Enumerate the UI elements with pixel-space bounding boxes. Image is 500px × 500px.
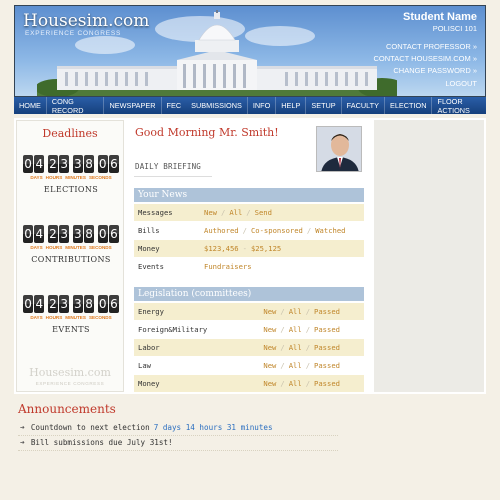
elections-countdown [23, 155, 119, 194]
deadlines-title: Deadlines [42, 127, 98, 140]
announcement-text: Countdown to next election [30, 423, 150, 432]
committee-passed-link[interactable]: Passed [314, 379, 340, 388]
election-countdown-text: 7 days 14 hours 31 minutes [153, 423, 273, 432]
committee-row-law: Law New / All / Passed [134, 357, 364, 374]
committee-new-link[interactable]: New [263, 379, 277, 388]
countdown-digit: 4 [35, 297, 44, 311]
committee-new-link[interactable]: New [263, 325, 277, 334]
countdown-digit: 0 [24, 227, 32, 241]
countdown-digit: 3 [60, 227, 68, 241]
committee-new-link[interactable]: New [263, 343, 277, 352]
row-label: Events [138, 262, 164, 271]
unit-minutes: MINUTES [65, 175, 86, 180]
countdown-digit: 3 [74, 157, 82, 171]
messages-all-link[interactable]: All [229, 208, 243, 217]
contact-housesim-link[interactable]: CONTACT HOUSESIM.COM » [373, 54, 477, 64]
news-row-bills: Bills Authored / Co-sponsored / Watched [134, 222, 364, 239]
committee-all-link[interactable]: All [288, 361, 302, 370]
news-row-messages: Messages New / All / Send [134, 204, 364, 221]
nav-election[interactable]: ELECTION [385, 97, 433, 114]
countdown-digit: 6 [110, 157, 118, 171]
countdown-digit: 6 [110, 297, 118, 311]
countdown-digit: 3 [74, 297, 82, 311]
student-name: Student Name [403, 11, 477, 23]
committee-all-link[interactable]: All [288, 325, 302, 334]
announcements-title: Announcements [18, 402, 116, 416]
committee-passed-link[interactable]: Passed [314, 325, 340, 334]
site-logo-subtitle: EXPERIENCE CONGRESS [25, 30, 122, 37]
messages-new-link[interactable]: New [204, 208, 217, 217]
sidebar-watermark-subtitle: EXPERIENCE CONGRESS [35, 381, 105, 386]
sidebar-watermark-logo: Housesim.com [29, 366, 111, 379]
daily-briefing-link[interactable]: DAILY BRIEFING [135, 162, 202, 171]
committee-new-link[interactable]: New [263, 361, 277, 370]
bills-cosponsored-link[interactable]: Co-sponsored [250, 226, 303, 235]
announcement-item [20, 423, 273, 432]
legislation-header: Legislation (committees) [134, 287, 364, 301]
site-logo[interactable]: Housesim.com [23, 11, 150, 31]
countdown-digit: 2 [49, 227, 57, 241]
countdown-digit: 8 [85, 157, 93, 171]
row-label: Law [138, 361, 151, 370]
unit-seconds: SECONDS [88, 175, 112, 180]
account-links [374, 41, 477, 90]
committee-new-link[interactable]: New [263, 307, 277, 316]
avatar [316, 126, 362, 172]
committee-row-foreign-military: Foreign&Military New / All / Passed [134, 321, 364, 338]
row-label: Money [138, 244, 160, 253]
nav-info[interactable]: INFO [248, 97, 276, 114]
countdown-digit: 0 [98, 227, 107, 241]
unit-days: DAYS [30, 245, 43, 250]
countdown-digit: 2 [49, 157, 57, 171]
committee-passed-link[interactable]: Passed [314, 343, 340, 352]
nav-fec[interactable]: FEC [166, 101, 182, 110]
arrow-right-icon: ➔ [20, 423, 25, 432]
greeting: Good Morning Mr. Smith! [135, 126, 279, 139]
countdown-label: EVENTS [52, 325, 90, 334]
arrow-right-icon: ➔ [20, 438, 25, 447]
countdown-label: CONTRIBUTIONS [31, 255, 111, 264]
messages-send-link[interactable]: Send [254, 208, 272, 217]
committee-all-link[interactable]: All [288, 379, 302, 388]
countdown-digit: 3 [60, 297, 68, 311]
unit-minutes: MINUTES [65, 315, 86, 320]
countdown-digit: 8 [85, 227, 93, 241]
change-password-link[interactable]: CHANGE PASSWORD » [393, 66, 477, 76]
unit-days: DAYS [30, 315, 43, 320]
row-label: Foreign&Military [138, 325, 208, 334]
nav-home[interactable]: HOME [14, 97, 47, 114]
unit-seconds: SECONDS [88, 245, 112, 250]
committee-row-energy: Energy New / All / Passed [134, 303, 364, 320]
unit-hours: HOURS [45, 315, 63, 320]
money-raised-link[interactable]: $25,125 [250, 244, 282, 253]
events-fundraisers-link[interactable]: Fundraisers [204, 262, 252, 271]
committee-row-labor: Labor New / All / Passed [134, 339, 364, 356]
unit-minutes: MINUTES [65, 245, 86, 250]
main-panel [14, 118, 486, 394]
announcement-text: Bill submissions due July 31st! [30, 438, 173, 447]
unit-hours: HOURS [45, 245, 63, 250]
contact-professor-link[interactable]: CONTACT PROFESSOR » [386, 42, 477, 51]
deadlines-sidebar [16, 120, 124, 392]
unit-seconds: SECONDS [88, 315, 112, 320]
site-header [14, 5, 486, 97]
news-row-money: Money $123,456 - $25,125 [134, 240, 364, 257]
nav-setup[interactable]: SETUP [306, 97, 341, 114]
nav-cong-record[interactable]: CONG RECORD [47, 97, 105, 114]
unit-hours: HOURS [45, 175, 63, 180]
countdown-digit: 6 [110, 227, 118, 241]
countdown-digit: 4 [35, 157, 44, 171]
row-label: Bills [138, 226, 160, 235]
contributions-countdown [23, 225, 119, 264]
countdown-digit: 3 [74, 227, 82, 241]
right-panel [374, 120, 484, 392]
countdown-digit: 0 [98, 157, 107, 171]
committee-all-link[interactable]: All [288, 343, 302, 352]
countdown-digit: 0 [24, 157, 32, 171]
committee-passed-link[interactable]: Passed [314, 361, 340, 370]
committee-passed-link[interactable]: Passed [314, 307, 340, 316]
countdown-label: ELECTIONS [43, 185, 99, 194]
countdown-digit: 4 [35, 227, 44, 241]
nav-floor-actions[interactable]: FLOOR ACTIONS [437, 96, 470, 115]
unit-days: DAYS [30, 175, 43, 180]
student-course: POLISCI 101 [432, 24, 477, 33]
committee-all-link[interactable]: All [288, 307, 302, 316]
money-balance-link[interactable]: $123,456 [204, 244, 239, 253]
bills-watched-link[interactable]: Watched [315, 226, 346, 235]
committee-row-money: Money New / All / Passed [134, 375, 364, 392]
dashboard-content [134, 120, 365, 388]
nav-newspaper[interactable]: NEWSPAPER [104, 97, 161, 114]
events-countdown [23, 295, 119, 334]
your-news-header: Your News [134, 188, 364, 202]
announcement-item [20, 438, 173, 447]
main-nav [14, 97, 486, 114]
countdown-digit: 2 [49, 297, 57, 311]
nav-faculty[interactable]: FACULTY [342, 97, 385, 114]
row-label: Labor [138, 343, 160, 352]
countdown-digit: 8 [85, 297, 93, 311]
row-label: Messages [138, 208, 173, 217]
row-label: Money [138, 379, 160, 388]
countdown-digit: 0 [98, 297, 107, 311]
bills-authored-link[interactable]: Authored [204, 226, 239, 235]
countdown-digit: 0 [24, 297, 32, 311]
countdown-digit: 3 [60, 157, 68, 171]
news-row-events [134, 258, 364, 275]
row-label: Energy [138, 307, 164, 316]
logout-link[interactable]: LOGOUT [445, 78, 477, 88]
nav-submissions[interactable]: SUBMISSIONS [186, 97, 248, 114]
nav-help[interactable]: HELP [276, 97, 306, 114]
